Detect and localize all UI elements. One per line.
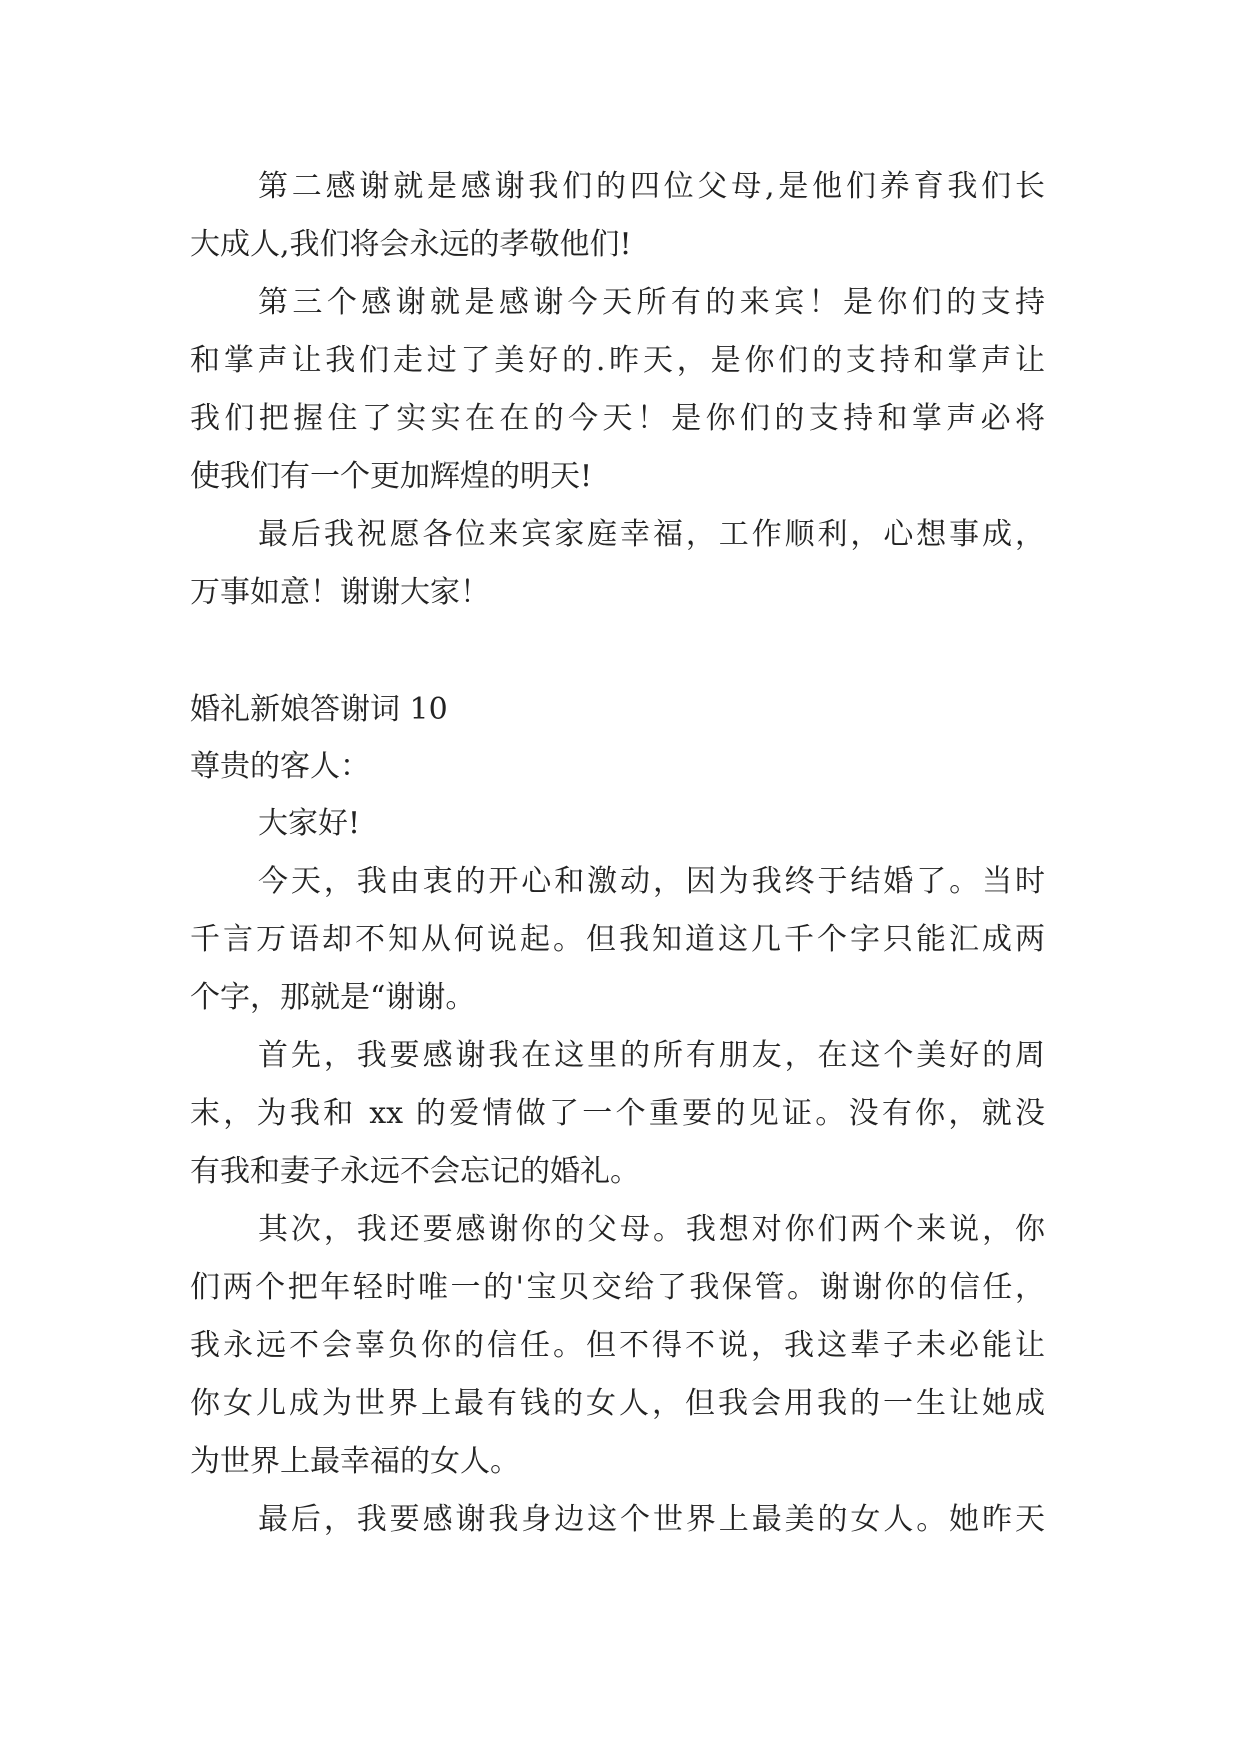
paragraph-6-line-1: 其次，我还要感谢你的父母。我想对你们两个来说，你 [258,1212,1045,1247]
paragraph-2-line-3: 我们把握住了实实在在的今天！是你们的支持和掌声必将 [190,401,1045,436]
paragraph-6-line-5: 为世界上最幸福的女人。 [190,1444,520,1479]
paragraph-2-line-2: 和掌声让我们走过了美好的.昨天，是你们的支持和掌声让 [190,343,1045,378]
paragraph-3-line-1: 最后我祝愿各位来宾家庭幸福，工作顺利，心想事成， [258,517,1045,552]
paragraph-4-line-2: 千言万语却不知从何说起。但我知道这几千个字只能汇成两 [190,922,1045,957]
paragraph-4-line-3: 个字，那就是“谢谢。 [190,980,476,1015]
paragraph-7-line-1: 最后，我要感谢我身边这个世界上最美的女人。她昨天 [258,1502,1045,1537]
paragraph-5-line-3: 有我和妻子永远不会忘记的婚礼。 [190,1154,640,1189]
paragraph-6-line-2: 们两个把年轻时唯一的'宝贝交给了我保管。谢谢你的信任， [190,1270,1045,1305]
paragraph-6-line-3: 我永远不会辜负你的信任。但不得不说，我这辈子未必能让 [190,1328,1045,1363]
paragraph-1-line-1: 第二感谢就是感谢我们的四位父母,是他们养育我们长 [258,169,1045,204]
paragraph-5-line-1: 首先，我要感谢我在这里的所有朋友，在这个美好的周 [258,1038,1045,1073]
paragraph-5-line-2: 末，为我和 xx 的爱情做了一个重要的见证。没有你，就没 [190,1096,1045,1131]
salutation: 尊贵的客人： [190,749,370,784]
greeting: 大家好! [258,806,361,841]
paragraph-1-line-2: 大成人,我们将会永远的孝敬他们! [190,227,632,262]
paragraph-3-line-2: 万事如意！谢谢大家！ [190,575,490,610]
paragraph-2-line-4: 使我们有一个更加辉煌的明天! [190,459,593,494]
section-title: 婚礼新娘答谢词 10 [190,692,448,727]
paragraph-4-line-1: 今天，我由衷的开心和激动，因为我终于结婚了。当时 [258,864,1045,899]
paragraph-6-line-4: 你女儿成为世界上最有钱的女人，但我会用我的一生让她成 [190,1386,1045,1421]
paragraph-2-line-1: 第三个感谢就是感谢今天所有的来宾！是你们的支持 [258,285,1045,320]
